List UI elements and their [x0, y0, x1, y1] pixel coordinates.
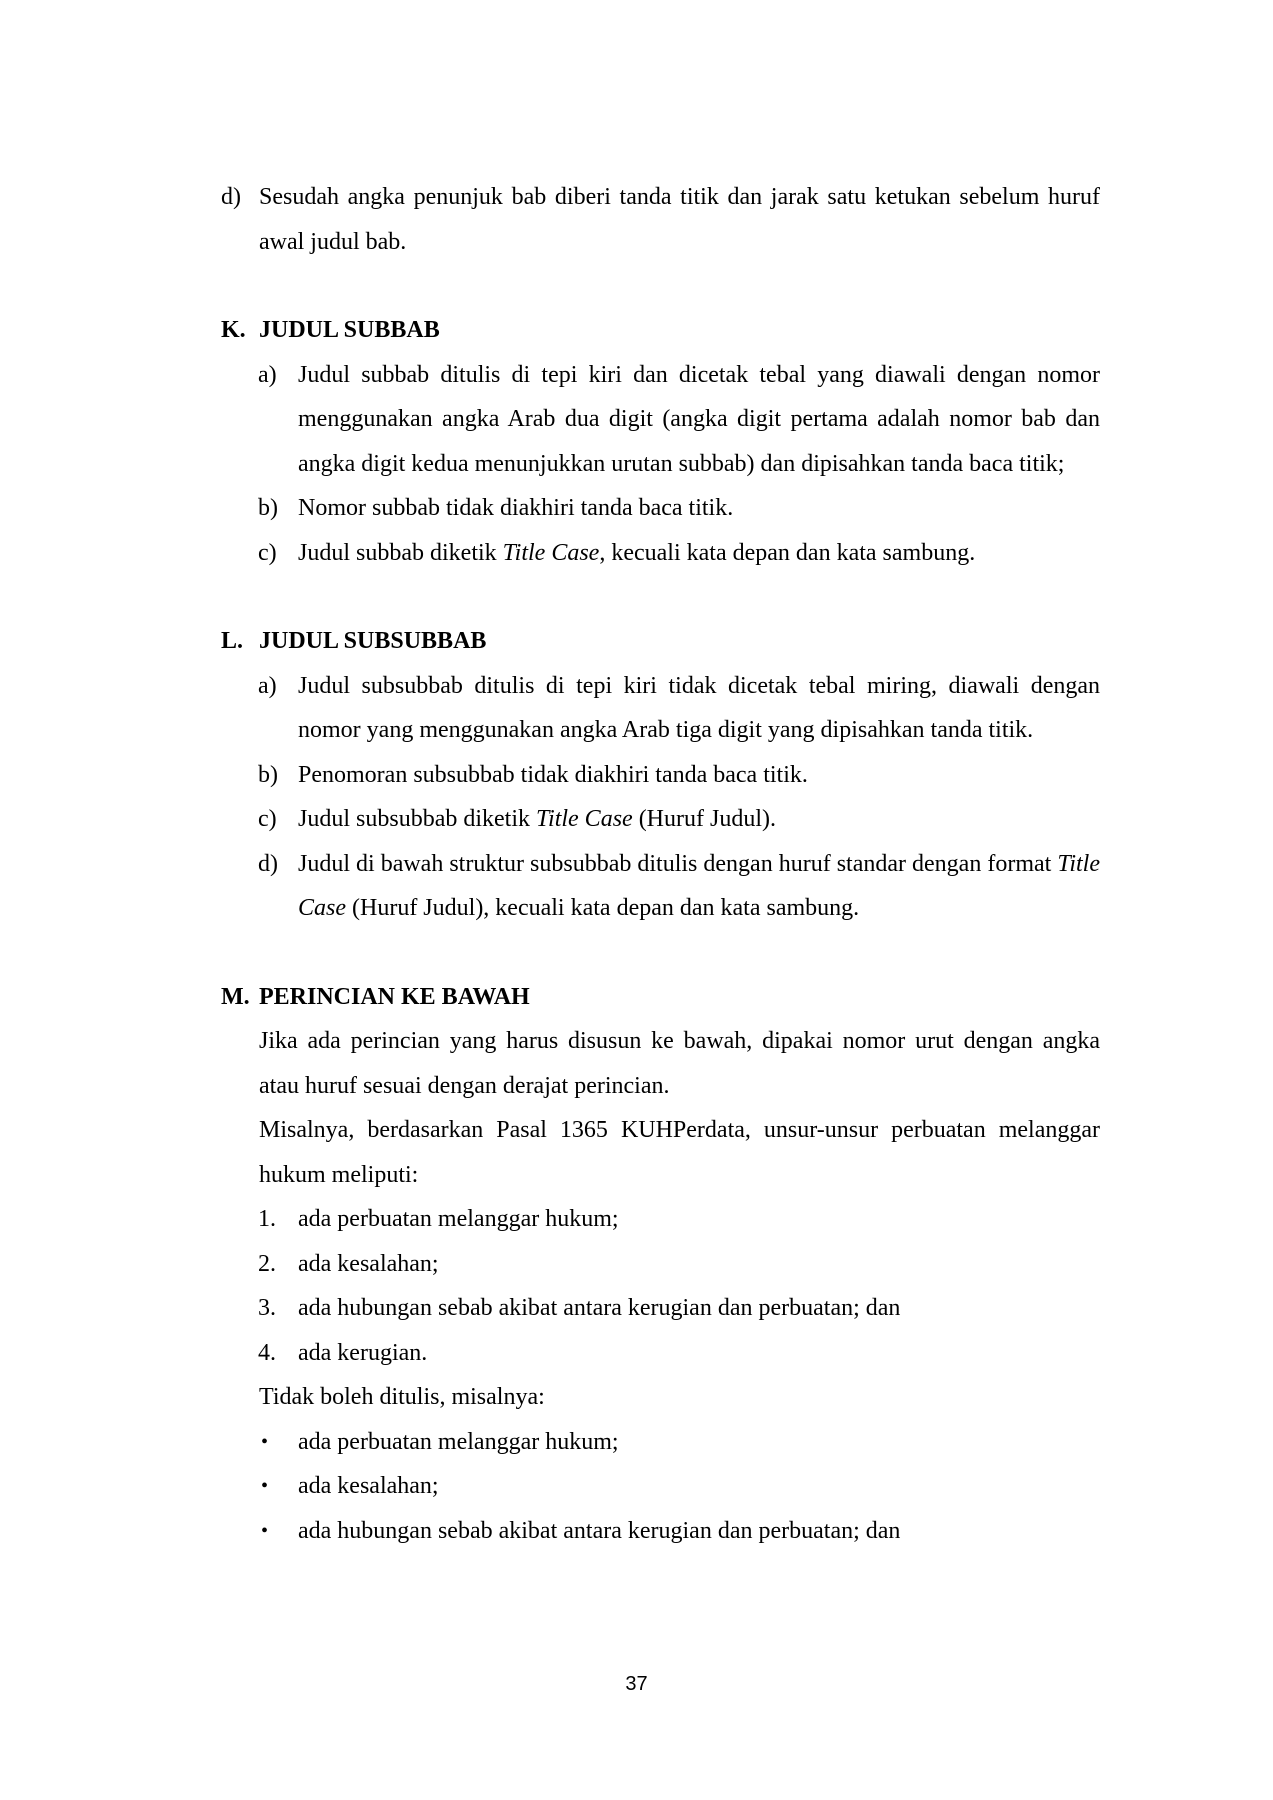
- section-letter: M.: [221, 983, 250, 1010]
- list-marker: 4.: [258, 1339, 276, 1366]
- page-number: 37: [625, 1673, 648, 1695]
- list-text-italic: Title Case: [298, 850, 1100, 921]
- list-marker: b): [258, 761, 278, 788]
- list-text-italic: Title Case: [502, 539, 600, 566]
- numbered-item: [221, 1331, 1100, 1376]
- list-marker: a): [258, 361, 277, 388]
- list-item: [221, 664, 1100, 753]
- bullet-item: [221, 1509, 1100, 1554]
- numbered-item: [221, 1242, 1100, 1287]
- list-text: ada hubungan sebab akibat antara kerugian dan perbuatan; dan: [298, 1517, 901, 1544]
- paragraph: Jika ada perincian yang harus disusun ke bawah, dipakai nomor urut dengan angka atau huruf sesuai dengan derajat perincian.: [259, 1028, 1100, 1099]
- bullet-item: [221, 1464, 1100, 1509]
- list-item: [221, 353, 1100, 487]
- numbered-item: [221, 1286, 1100, 1331]
- list-marker: c): [258, 539, 277, 566]
- bullet-icon: •: [261, 1519, 269, 1542]
- list-text: Penomoran subsubbab tidak diakhiri tanda baca titik.: [298, 761, 808, 788]
- list-item: [221, 753, 1100, 798]
- list-marker: c): [258, 806, 277, 832]
- list-text: ada kesalahan;: [298, 1250, 439, 1277]
- list-marker: 1.: [258, 1206, 276, 1232]
- list-marker: d): [221, 184, 241, 210]
- list-text: Nomor subbab tidak diakhiri tanda baca titik.: [298, 495, 734, 521]
- page-content: [221, 175, 1100, 1553]
- list-text-after: (Huruf Judul), kecuali kata depan dan kata sambung.: [346, 895, 860, 921]
- section-letter: K.: [221, 317, 246, 343]
- list-text: ada perbuatan melanggar hukum;: [298, 1206, 619, 1232]
- list-text-before: Judul subbab diketik: [298, 539, 503, 566]
- section-heading-m: [221, 975, 1100, 1020]
- list-text-after: (Huruf Judul).: [632, 806, 776, 832]
- list-marker: 3.: [258, 1295, 276, 1321]
- bullet-icon: •: [261, 1430, 269, 1453]
- list-text-before: Judul subsubbab diketik: [298, 806, 536, 832]
- section-heading-k: [221, 308, 1100, 353]
- list-text-after: , kecuali kata depan dan kata sambung.: [599, 539, 976, 566]
- list-text: Judul subsubbab ditulis di tepi kiri tidak dicetak tebal miring, diawali dengan nomor yang menggunakan angka Arab tiga digit yang dipisahkan tanda titik.: [298, 672, 1100, 743]
- list-marker: 2.: [258, 1250, 276, 1277]
- list-text-italic: Title Case: [536, 806, 633, 832]
- list-text: ada perbuatan melanggar hukum;: [298, 1428, 619, 1455]
- list-item: [221, 797, 1100, 842]
- list-item: [221, 531, 1100, 576]
- section-letter: L.: [221, 628, 244, 654]
- paragraph: Misalnya, berdasarkan Pasal 1365 KUHPerdata, unsur-unsur perbuatan melanggar hukum meliputi:: [259, 1117, 1100, 1188]
- list-item: [221, 486, 1100, 531]
- list-text: Judul subbab ditulis di tepi kiri dan dicetak tebal yang diawali dengan nomor menggunakan angka Arab dua digit (angka digit pertama adalah nomor bab dan angka digit kedua menunjukkan urutan subbab) dan dipisahkan tanda baca titik;: [298, 361, 1100, 477]
- list-text: ada hubungan sebab akibat antara kerugian dan perbuatan; dan: [298, 1295, 901, 1321]
- list-marker: d): [258, 850, 278, 877]
- list-item: [221, 842, 1100, 931]
- list-marker: b): [258, 495, 278, 521]
- list-marker: a): [258, 672, 277, 699]
- list-text: Sesudah angka penunjuk bab diberi tanda titik dan jarak satu ketukan sebelum huruf awal judul bab.: [259, 184, 1100, 255]
- paragraph: Tidak boleh ditulis, misalnya:: [259, 1384, 545, 1410]
- numbered-item: [221, 1197, 1100, 1242]
- section-title: JUDUL SUBBAB: [259, 317, 440, 343]
- section-title: PERINCIAN KE BAWAH: [259, 983, 530, 1010]
- list-item: [221, 175, 1100, 264]
- bullet-icon: •: [261, 1475, 269, 1497]
- list-text: ada kerugian.: [298, 1339, 428, 1366]
- section-title: JUDUL SUBSUBBAB: [259, 628, 487, 654]
- section-heading-l: [221, 619, 1100, 664]
- bullet-item: [221, 1420, 1100, 1465]
- list-text: ada kesalahan;: [298, 1473, 439, 1499]
- list-text-before: Judul di bawah struktur subsubbab ditulis dengan huruf standar dengan format: [298, 850, 1058, 877]
